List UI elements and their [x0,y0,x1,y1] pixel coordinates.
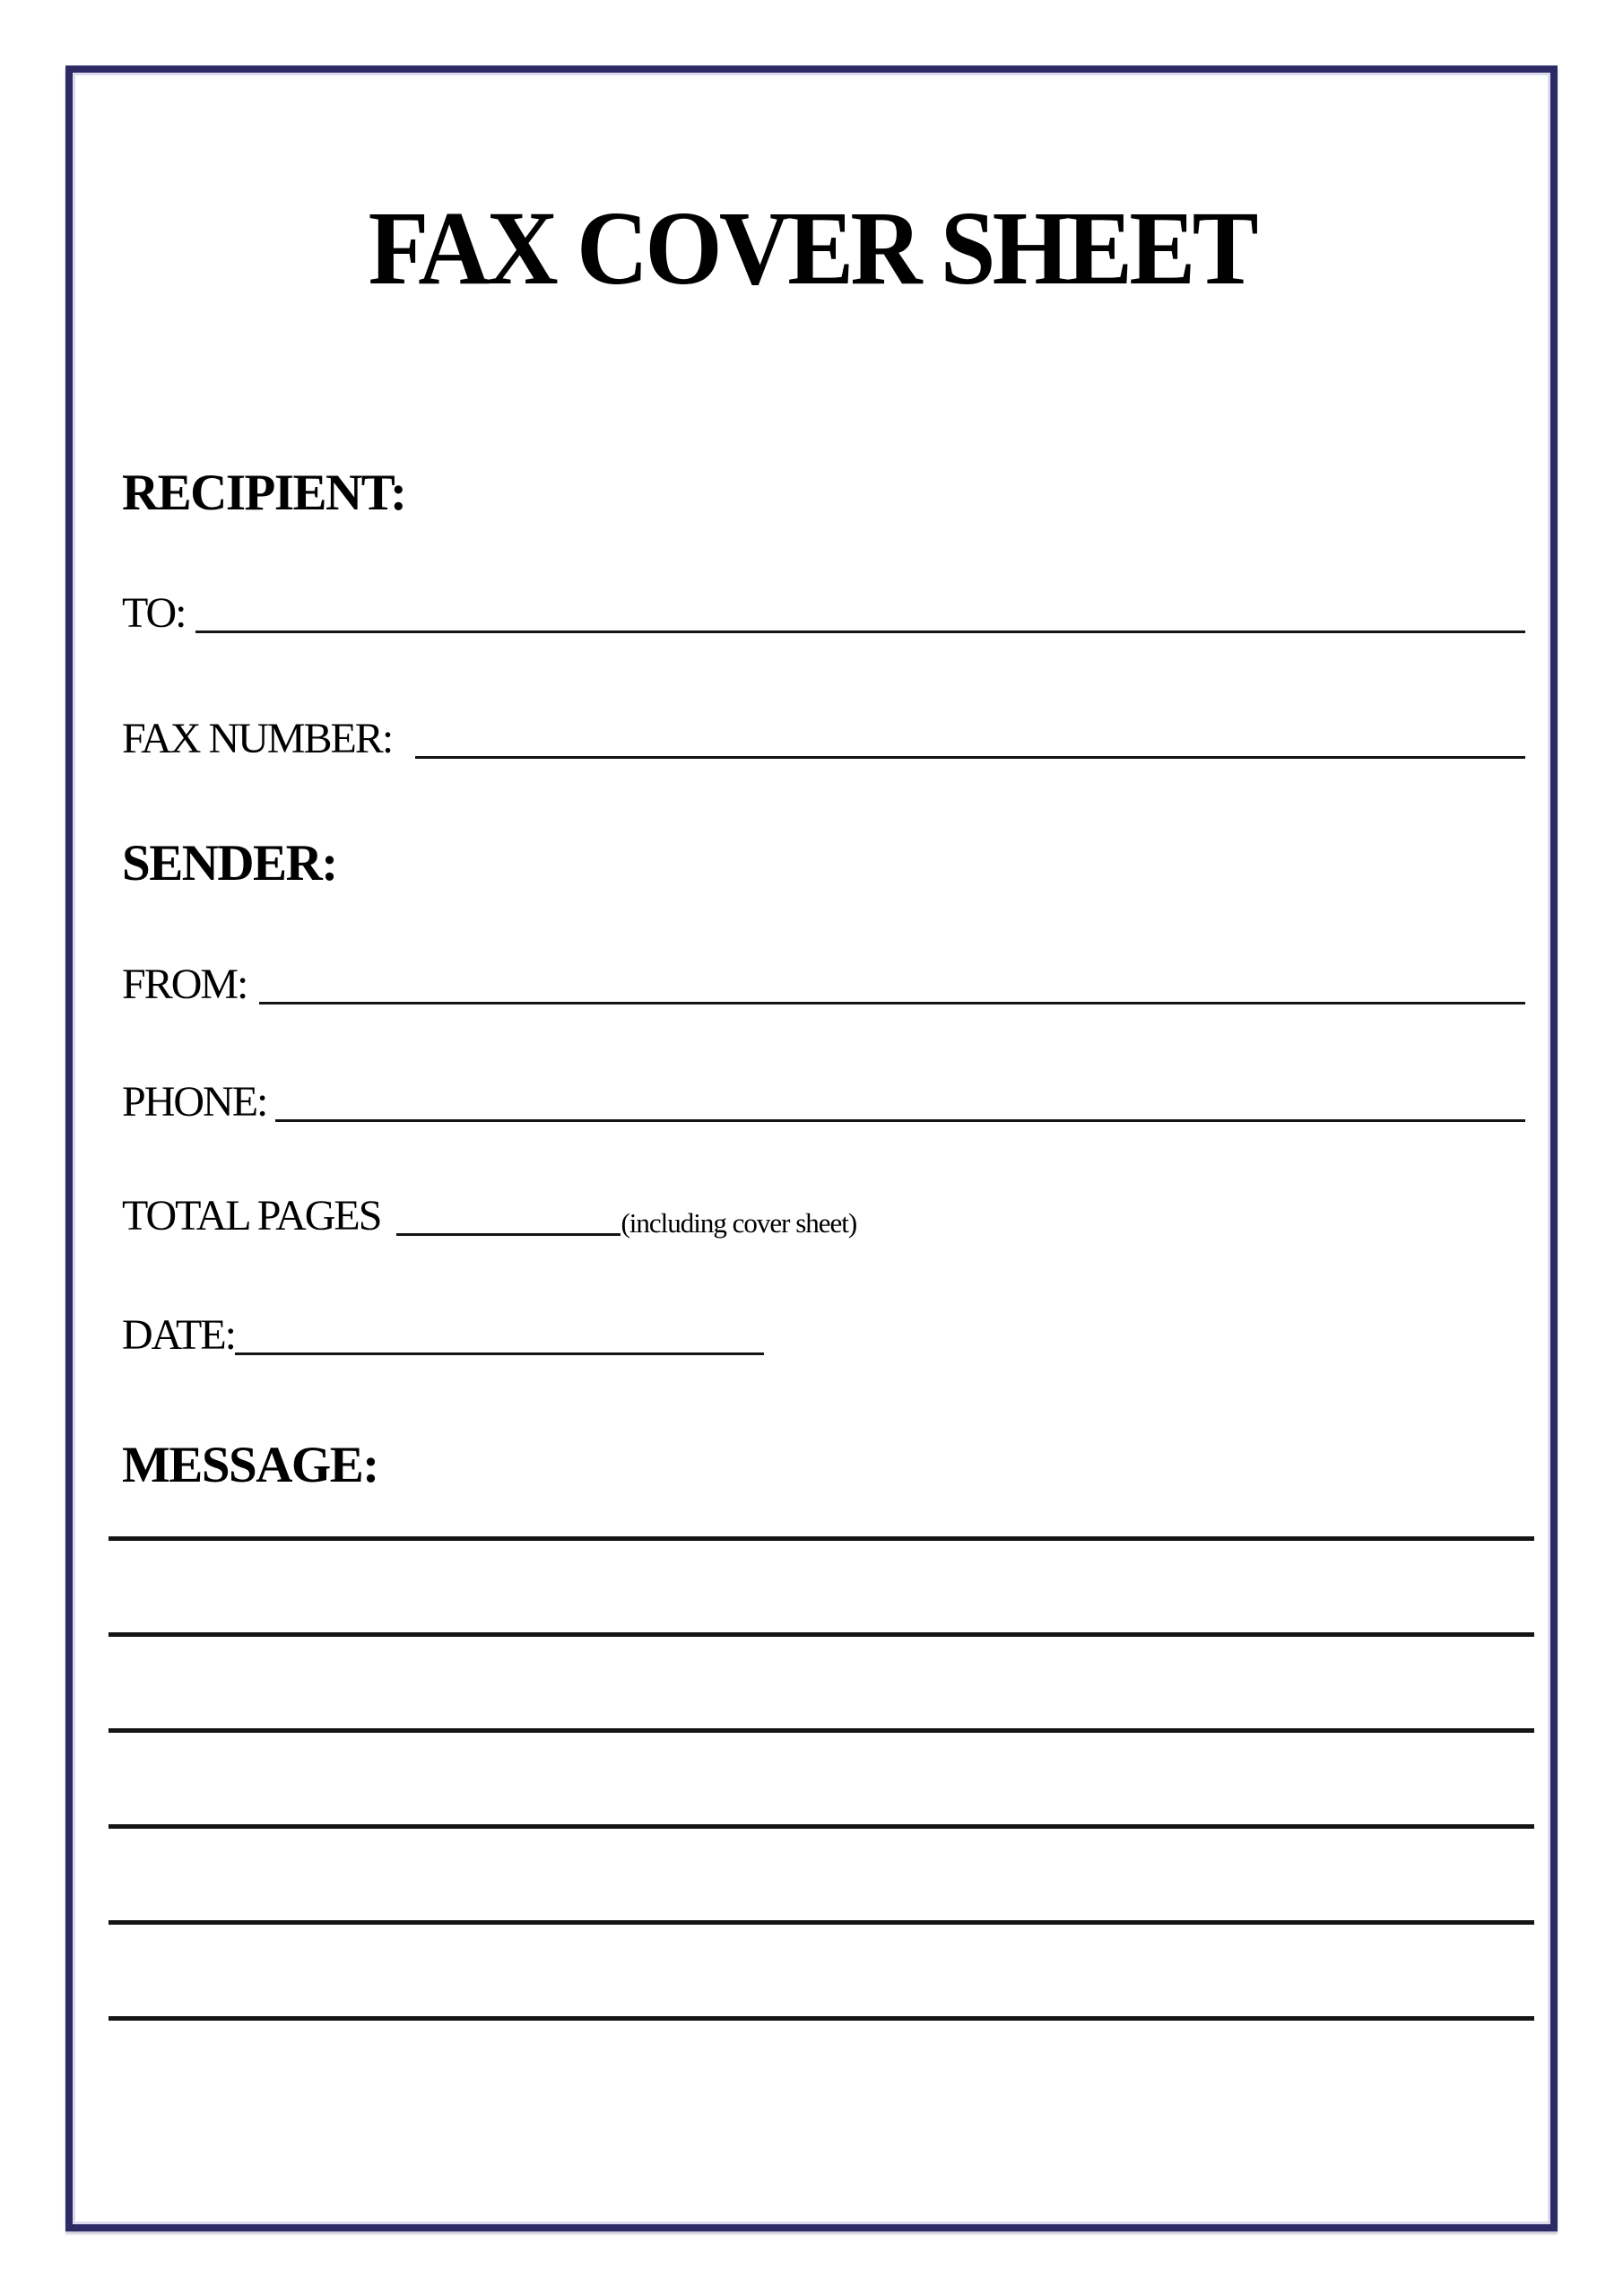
field-row-phone [122,1074,1525,1126]
message-lines [108,1536,1534,2021]
field-row-date [122,1308,1525,1360]
to-input-line[interactable] [195,631,1525,633]
page-title [73,189,1550,307]
message-line[interactable] [108,1920,1534,1925]
fax-number-input-line[interactable] [415,756,1525,759]
to-label: TO: [122,589,186,638]
message-line[interactable] [108,1536,1534,1541]
phone-label: PHONE: [122,1078,267,1126]
from-input-line[interactable] [259,1002,1525,1004]
field-row-total-pages [122,1188,1525,1240]
total-pages-label: TOTAL PAGES [122,1192,381,1240]
section-heading-recipient: RECIPIENT: [122,465,406,521]
message-line[interactable] [108,1632,1534,1637]
date-input-line[interactable] [235,1352,764,1355]
section-heading-sender: SENDER: [122,835,337,891]
message-line[interactable] [108,2016,1534,2021]
field-row-fax-number [122,711,1525,763]
message-line[interactable] [108,1824,1534,1829]
page-title-text: FAX COVER SHEET [368,189,1255,307]
date-label: DATE: [122,1311,235,1360]
message-line[interactable] [108,1728,1534,1733]
total-pages-note: (including cover sheet) [621,1206,857,1239]
from-label: FROM: [122,961,247,1009]
field-row-to [122,586,1525,638]
phone-input-line[interactable] [275,1119,1525,1122]
field-row-from [122,957,1525,1009]
fax-number-label: FAX NUMBER: [122,715,393,763]
section-heading-message: MESSAGE: [122,1437,378,1493]
total-pages-input-line[interactable] [396,1233,621,1236]
sheet-border [65,65,1558,2231]
